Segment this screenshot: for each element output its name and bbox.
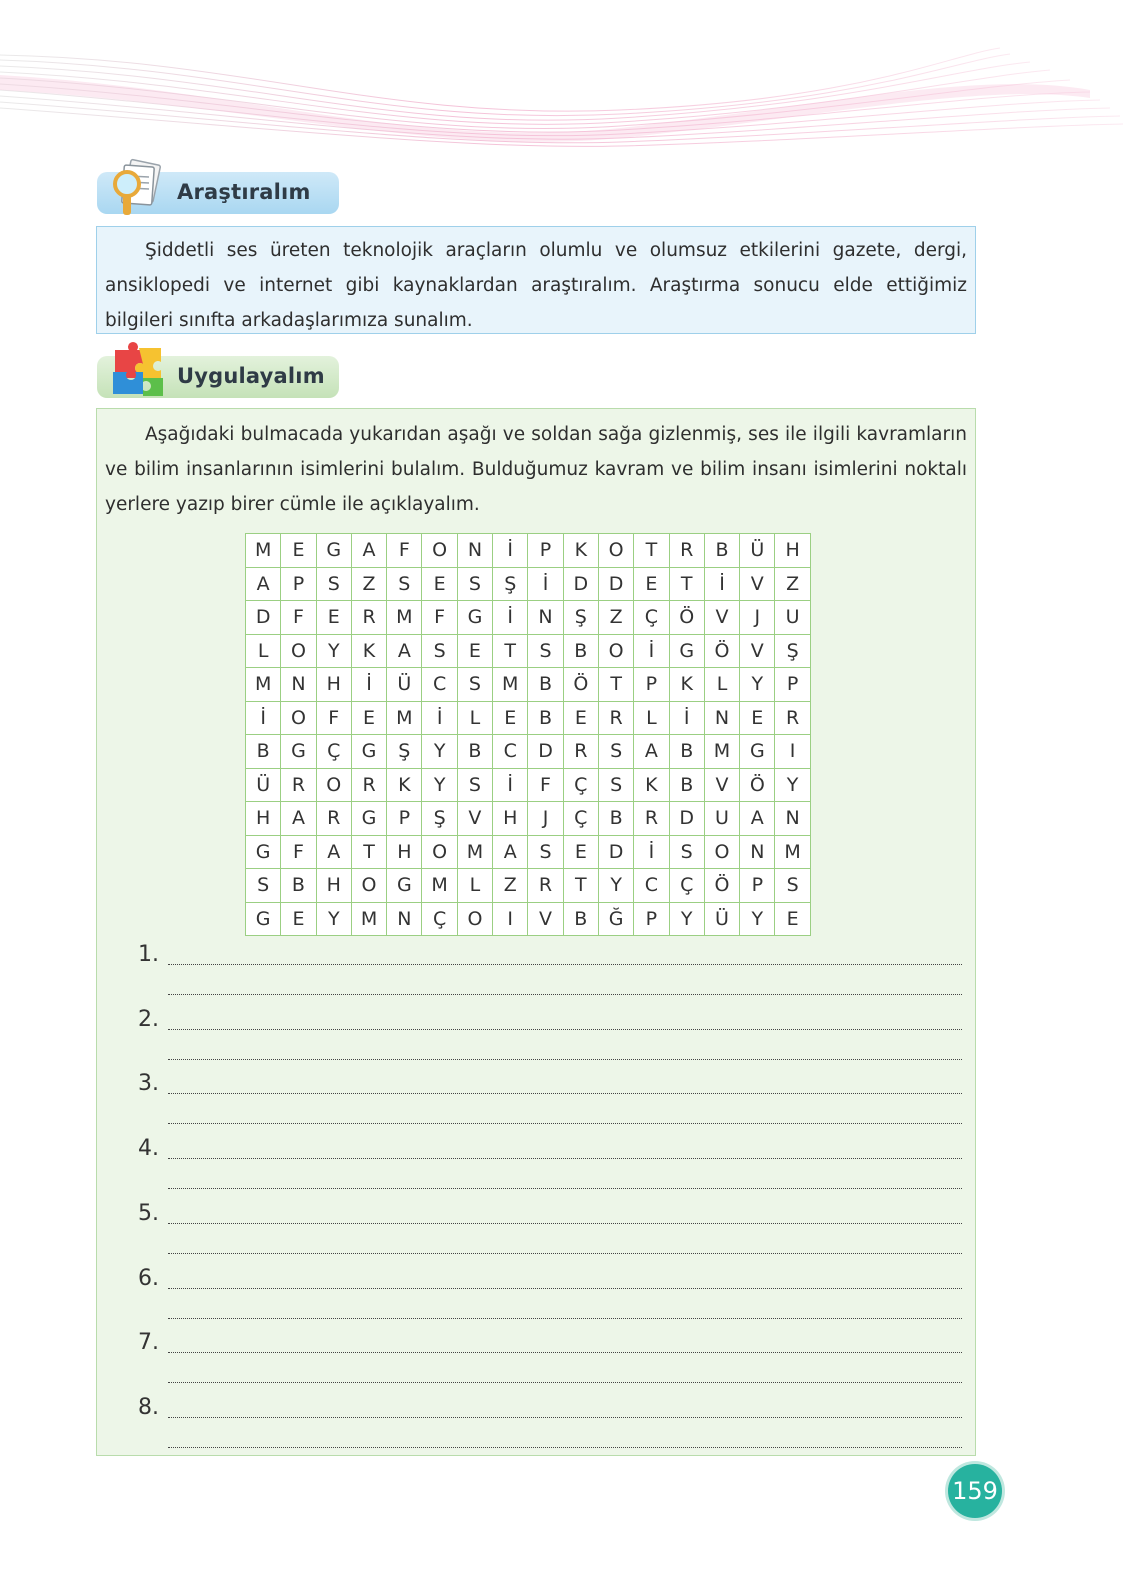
- grid-cell: L: [634, 701, 669, 735]
- grid-cell: G: [740, 735, 775, 769]
- answer-line[interactable]: [168, 1123, 962, 1124]
- grid-cell: Ş: [563, 601, 598, 635]
- grid-cell: Z: [351, 567, 386, 601]
- research-section-tab: [97, 172, 339, 214]
- research-box: [96, 226, 976, 334]
- grid-cell: M: [246, 534, 281, 568]
- grid-cell: B: [669, 768, 704, 802]
- grid-cell: Ü: [246, 768, 281, 802]
- grid-cell: S: [422, 634, 457, 668]
- grid-cell: K: [351, 634, 386, 668]
- answer-line[interactable]: [168, 1318, 962, 1319]
- grid-cell: F: [528, 768, 563, 802]
- grid-cell: E: [457, 634, 492, 668]
- grid-cell: H: [493, 802, 528, 836]
- grid-cell: Ü: [740, 534, 775, 568]
- grid-cell: E: [634, 567, 669, 601]
- grid-row: [246, 768, 811, 802]
- grid-cell: Ç: [669, 869, 704, 903]
- grid-cell: O: [281, 701, 316, 735]
- grid-cell: M: [422, 869, 457, 903]
- grid-cell: F: [281, 601, 316, 635]
- grid-cell: R: [351, 768, 386, 802]
- answer-number: 4.: [138, 1136, 159, 1162]
- grid-cell: Y: [740, 668, 775, 702]
- grid-cell: O: [281, 634, 316, 668]
- grid-cell: A: [316, 835, 351, 869]
- grid-cell: S: [457, 668, 492, 702]
- grid-cell: G: [246, 835, 281, 869]
- grid-cell: İ: [493, 768, 528, 802]
- grid-row: [246, 701, 811, 735]
- grid-cell: R: [775, 701, 810, 735]
- grid-cell: P: [281, 567, 316, 601]
- grid-cell: S: [457, 768, 492, 802]
- answer-number: 8.: [138, 1394, 159, 1420]
- grid-cell: F: [387, 534, 422, 568]
- grid-cell: Ö: [563, 668, 598, 702]
- grid-row: [246, 735, 811, 769]
- grid-cell: E: [563, 835, 598, 869]
- grid-cell: M: [387, 601, 422, 635]
- grid-cell: D: [563, 567, 598, 601]
- grid-cell: K: [634, 768, 669, 802]
- grid-cell: Y: [422, 735, 457, 769]
- grid-cell: İ: [634, 835, 669, 869]
- grid-cell: D: [598, 835, 633, 869]
- grid-cell: Ç: [563, 802, 598, 836]
- grid-cell: O: [598, 534, 633, 568]
- grid-cell: A: [351, 534, 386, 568]
- answer-number: 3.: [138, 1071, 159, 1097]
- grid-cell: O: [457, 902, 492, 936]
- grid-cell: Ç: [563, 768, 598, 802]
- grid-cell: N: [281, 668, 316, 702]
- puzzle-pieces-icon: [107, 342, 169, 398]
- answer-line[interactable]: [168, 1253, 962, 1254]
- grid-cell: Ö: [740, 768, 775, 802]
- grid-cell: G: [351, 802, 386, 836]
- grid-cell: Y: [316, 634, 351, 668]
- grid-cell: G: [669, 634, 704, 668]
- grid-cell: S: [316, 567, 351, 601]
- answer-line[interactable]: [168, 1382, 962, 1383]
- grid-cell: G: [387, 869, 422, 903]
- grid-cell: T: [563, 869, 598, 903]
- grid-cell: P: [387, 802, 422, 836]
- grid-cell: N: [457, 534, 492, 568]
- grid-cell: S: [775, 869, 810, 903]
- grid-cell: T: [598, 668, 633, 702]
- grid-cell: Ş: [387, 735, 422, 769]
- grid-cell: Y: [422, 768, 457, 802]
- grid-cell: B: [528, 668, 563, 702]
- grid-cell: Z: [493, 869, 528, 903]
- grid-cell: N: [387, 902, 422, 936]
- grid-cell: P: [634, 902, 669, 936]
- grid-cell: E: [351, 701, 386, 735]
- grid-cell: B: [457, 735, 492, 769]
- grid-cell: R: [669, 534, 704, 568]
- grid-cell: M: [387, 701, 422, 735]
- grid-cell: Y: [740, 902, 775, 936]
- grid-cell: H: [316, 668, 351, 702]
- grid-cell: O: [422, 534, 457, 568]
- grid-cell: M: [775, 835, 810, 869]
- grid-row: [246, 869, 811, 903]
- grid-cell: İ: [246, 701, 281, 735]
- answer-line[interactable]: [168, 1447, 962, 1448]
- grid-cell: N: [740, 835, 775, 869]
- grid-cell: D: [528, 735, 563, 769]
- grid-cell: O: [351, 869, 386, 903]
- grid-cell: D: [598, 567, 633, 601]
- grid-cell: L: [457, 869, 492, 903]
- grid-cell: Z: [775, 567, 810, 601]
- grid-cell: C: [493, 735, 528, 769]
- magnifier-document-icon: [107, 158, 171, 220]
- answer-line[interactable]: [168, 1059, 962, 1060]
- grid-cell: R: [316, 802, 351, 836]
- grid-cell: E: [281, 534, 316, 568]
- grid-cell: S: [528, 835, 563, 869]
- grid-cell: O: [316, 768, 351, 802]
- grid-cell: H: [246, 802, 281, 836]
- grid-cell: O: [422, 835, 457, 869]
- grid-cell: Ç: [634, 601, 669, 635]
- grid-cell: O: [704, 835, 739, 869]
- grid-cell: U: [704, 802, 739, 836]
- grid-cell: L: [457, 701, 492, 735]
- grid-cell: Z: [598, 601, 633, 635]
- grid-cell: U: [775, 601, 810, 635]
- grid-cell: D: [246, 601, 281, 635]
- grid-cell: V: [704, 768, 739, 802]
- grid-cell: K: [387, 768, 422, 802]
- answer-line[interactable]: [168, 994, 962, 995]
- grid-cell: E: [422, 567, 457, 601]
- answer-line[interactable]: [168, 1029, 962, 1030]
- grid-cell: Ş: [493, 567, 528, 601]
- grid-cell: N: [775, 802, 810, 836]
- grid-cell: E: [281, 902, 316, 936]
- grid-row: [246, 567, 811, 601]
- grid-cell: B: [563, 634, 598, 668]
- grid-cell: Ş: [775, 634, 810, 668]
- grid-cell: Y: [669, 902, 704, 936]
- grid-cell: S: [528, 634, 563, 668]
- grid-cell: İ: [634, 634, 669, 668]
- grid-cell: G: [351, 735, 386, 769]
- apply-title: Uygulayalım: [177, 364, 325, 388]
- grid-cell: M: [246, 668, 281, 702]
- header-wave-decoration: [0, 0, 1123, 170]
- grid-cell: F: [316, 701, 351, 735]
- answer-number: 6.: [138, 1265, 159, 1291]
- grid-cell: V: [528, 902, 563, 936]
- grid-cell: P: [740, 869, 775, 903]
- grid-cell: Ç: [422, 902, 457, 936]
- grid-cell: O: [598, 634, 633, 668]
- grid-cell: N: [704, 701, 739, 735]
- grid-row: [246, 802, 811, 836]
- grid-cell: F: [281, 835, 316, 869]
- grid-cell: V: [457, 802, 492, 836]
- grid-cell: L: [704, 668, 739, 702]
- grid-cell: İ: [422, 701, 457, 735]
- grid-cell: T: [669, 567, 704, 601]
- answer-number: 1.: [138, 942, 159, 967]
- grid-cell: S: [598, 768, 633, 802]
- grid-cell: I: [493, 902, 528, 936]
- answer-number: 7.: [138, 1330, 159, 1356]
- grid-cell: E: [740, 701, 775, 735]
- grid-cell: P: [775, 668, 810, 702]
- grid-cell: S: [669, 835, 704, 869]
- research-title: Araştıralım: [177, 180, 311, 204]
- grid-cell: V: [740, 567, 775, 601]
- grid-cell: S: [387, 567, 422, 601]
- grid-cell: Ü: [704, 902, 739, 936]
- grid-cell: Y: [316, 902, 351, 936]
- grid-cell: İ: [493, 534, 528, 568]
- grid-cell: M: [704, 735, 739, 769]
- grid-cell: T: [351, 835, 386, 869]
- grid-cell: E: [775, 902, 810, 936]
- answer-line[interactable]: [168, 1223, 962, 1224]
- grid-cell: M: [351, 902, 386, 936]
- grid-cell: İ: [704, 567, 739, 601]
- grid-cell: Y: [598, 869, 633, 903]
- grid-cell: M: [457, 835, 492, 869]
- grid-cell: R: [563, 735, 598, 769]
- grid-cell: İ: [528, 567, 563, 601]
- grid-cell: V: [704, 601, 739, 635]
- grid-cell: G: [316, 534, 351, 568]
- grid-row: [246, 668, 811, 702]
- grid-cell: V: [740, 634, 775, 668]
- answer-line[interactable]: [168, 1093, 962, 1094]
- grid-row: [246, 634, 811, 668]
- grid-cell: J: [528, 802, 563, 836]
- word-search-grid: [245, 533, 811, 936]
- grid-cell: E: [493, 701, 528, 735]
- grid-cell: A: [493, 835, 528, 869]
- grid-cell: H: [387, 835, 422, 869]
- grid-cell: J: [740, 601, 775, 635]
- apply-text: Aşağıdaki bulmacada yukarıdan aşağı ve soldan sağa gizlenmiş, ses ile ilgili kavramların ve bilim insanlarının isimlerini bulalım. Bulduğumuz kavram ve bilim insanı isimlerini noktalı yerlere yazıp birer cümle ile açıklayalım.: [105, 424, 967, 515]
- grid-cell: Ş: [422, 802, 457, 836]
- grid-cell: A: [634, 735, 669, 769]
- grid-cell: İ: [351, 668, 386, 702]
- grid-cell: T: [634, 534, 669, 568]
- grid-cell: Ö: [704, 869, 739, 903]
- grid-cell: K: [669, 668, 704, 702]
- grid-cell: N: [528, 601, 563, 635]
- grid-cell: F: [422, 601, 457, 635]
- grid-cell: H: [775, 534, 810, 568]
- answer-line[interactable]: [168, 1188, 962, 1189]
- grid-cell: S: [457, 567, 492, 601]
- grid-cell: P: [528, 534, 563, 568]
- grid-cell: A: [281, 802, 316, 836]
- grid-cell: R: [281, 768, 316, 802]
- grid-row: [246, 835, 811, 869]
- grid-cell: A: [740, 802, 775, 836]
- grid-cell: K: [563, 534, 598, 568]
- grid-cell: R: [528, 869, 563, 903]
- grid-cell: E: [563, 701, 598, 735]
- grid-cell: G: [246, 902, 281, 936]
- page-number: 159: [948, 1464, 1002, 1518]
- grid-cell: G: [457, 601, 492, 635]
- apply-section-tab: [97, 356, 339, 398]
- grid-cell: C: [422, 668, 457, 702]
- grid-cell: C: [634, 869, 669, 903]
- grid-cell: D: [669, 802, 704, 836]
- grid-cell: B: [281, 869, 316, 903]
- grid-cell: R: [351, 601, 386, 635]
- grid-row: [246, 534, 811, 568]
- grid-cell: T: [493, 634, 528, 668]
- grid-cell: İ: [669, 701, 704, 735]
- grid-cell: Ö: [704, 634, 739, 668]
- grid-cell: Y: [775, 768, 810, 802]
- answer-number: 2.: [138, 1006, 159, 1032]
- grid-cell: B: [669, 735, 704, 769]
- grid-cell: P: [634, 668, 669, 702]
- grid-cell: Ü: [387, 668, 422, 702]
- grid-cell: Ç: [316, 735, 351, 769]
- answer-number: 5.: [138, 1200, 159, 1226]
- grid-cell: H: [316, 869, 351, 903]
- grid-cell: G: [281, 735, 316, 769]
- grid-cell: R: [598, 701, 633, 735]
- grid-cell: B: [528, 701, 563, 735]
- grid-cell: B: [704, 534, 739, 568]
- grid-cell: İ: [493, 601, 528, 635]
- answer-line[interactable]: [168, 1352, 962, 1353]
- answer-line[interactable]: [168, 964, 962, 965]
- answer-line[interactable]: [168, 1158, 962, 1159]
- grid-cell: A: [387, 634, 422, 668]
- grid-cell: R: [634, 802, 669, 836]
- research-text: Şiddetli ses üreten teknolojik araçların olumlu ve olumsuz etkilerini gazete, dergi, ansiklopedi ve internet gibi kaynaklardan araştıralım. Araştırma sonucu elde ettiğimiz bilgileri sınıfta arkadaşlarımıza sunalım.: [105, 240, 967, 331]
- grid-cell: S: [598, 735, 633, 769]
- grid-cell: I: [775, 735, 810, 769]
- grid-cell: B: [246, 735, 281, 769]
- grid-row: [246, 902, 811, 936]
- grid-cell: B: [598, 802, 633, 836]
- grid-cell: S: [246, 869, 281, 903]
- grid-row: [246, 601, 811, 635]
- answer-line[interactable]: [168, 1417, 962, 1418]
- grid-cell: Ö: [669, 601, 704, 635]
- grid-cell: M: [493, 668, 528, 702]
- grid-cell: E: [316, 601, 351, 635]
- grid-cell: B: [563, 902, 598, 936]
- grid-cell: Ğ: [598, 902, 633, 936]
- answer-line[interactable]: [168, 1288, 962, 1289]
- grid-cell: A: [246, 567, 281, 601]
- grid-cell: L: [246, 634, 281, 668]
